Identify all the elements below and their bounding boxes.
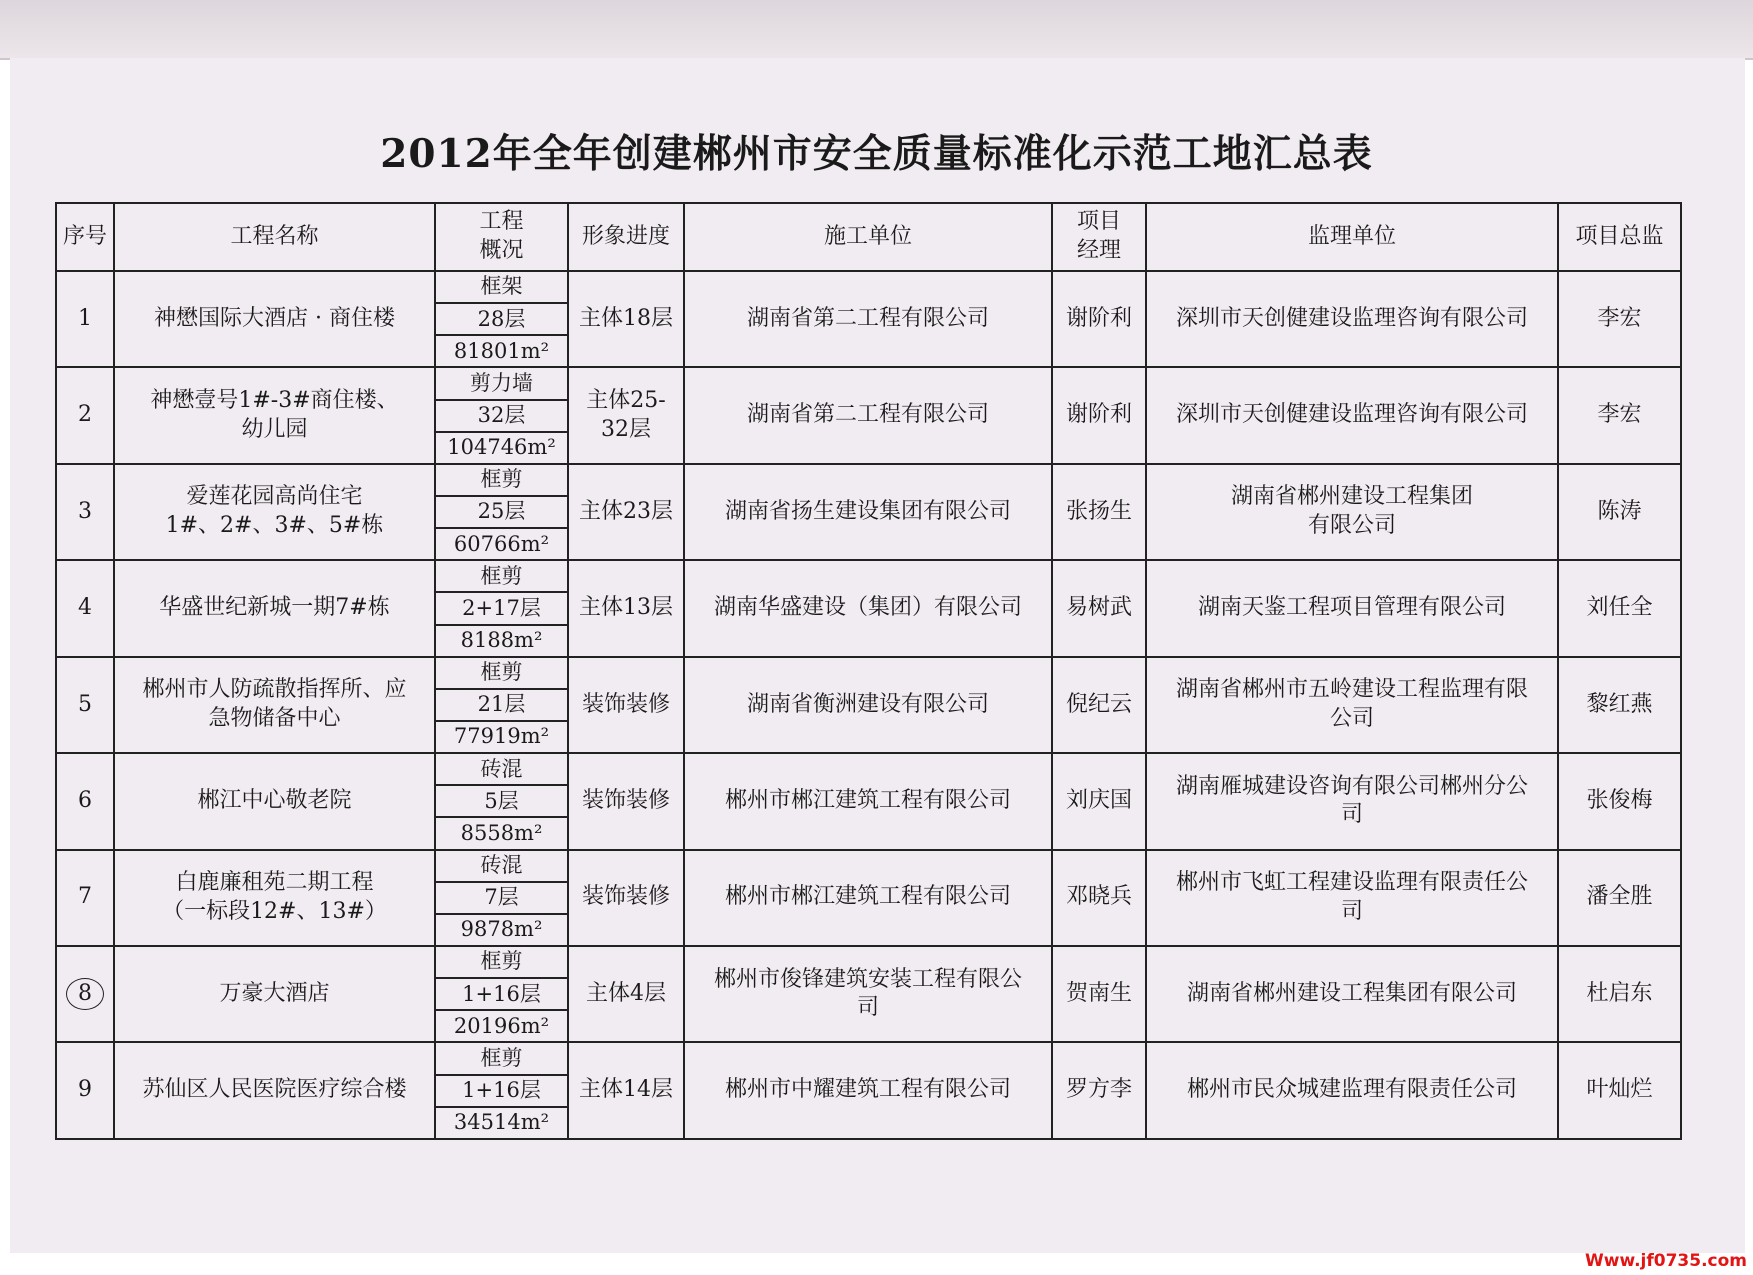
header-manager: 项目 经理 [1052, 203, 1146, 271]
cell-manager: 倪纪云 [1052, 657, 1146, 753]
cell-seq [56, 946, 114, 1042]
cell-structure: 框架 [435, 271, 568, 303]
cell-supervisor-unit: 郴州市民众城建监理有限责任公司 [1146, 1042, 1558, 1139]
table-row [56, 560, 1681, 592]
cell-chief-supervisor: 潘全胜 [1558, 850, 1681, 946]
cell-floors: 1+16层 [435, 978, 568, 1010]
cell-seq [56, 271, 114, 367]
cell-contractor: 郴州市俊锋建筑安装工程有限公 司 [684, 946, 1052, 1042]
cell-area: 9878m² [435, 914, 568, 946]
cell-seq [56, 753, 114, 849]
page-top-edge [0, 0, 1753, 60]
seq-number: 9 [78, 1077, 92, 1103]
cell-area: 60766m² [435, 528, 568, 560]
cell-area: 20196m² [435, 1010, 568, 1042]
table-row [56, 271, 1681, 303]
table-row [56, 657, 1681, 689]
cell-supervisor-unit: 深圳市天创健建设监理咨询有限公司 [1146, 367, 1558, 463]
seq-number: 8 [66, 978, 104, 1010]
seq-number: 1 [78, 305, 92, 331]
cell-project-name: 爱莲花园高尚住宅 1#、2#、3#、5#栋 [114, 464, 435, 560]
cell-structure: 框剪 [435, 657, 568, 689]
header-name: 工程名称 [114, 203, 435, 271]
cell-contractor: 湖南省扬生建设集团有限公司 [684, 464, 1052, 560]
cell-project-name: 神懋国际大酒店 · 商住楼 [114, 271, 435, 367]
cell-project-name: 华盛世纪新城一期7#栋 [114, 560, 435, 656]
cell-progress: 主体14层 [568, 1042, 684, 1139]
cell-area: 8188m² [435, 625, 568, 657]
cell-progress: 主体4层 [568, 946, 684, 1042]
cell-manager: 易树武 [1052, 560, 1146, 656]
cell-chief-supervisor: 张俊梅 [1558, 753, 1681, 849]
cell-seq [56, 560, 114, 656]
cell-progress: 装饰装修 [568, 850, 684, 946]
cell-supervisor-unit: 深圳市天创健建设监理咨询有限公司 [1146, 271, 1558, 367]
cell-seq [56, 367, 114, 463]
cell-project-name: 郴州市人防疏散指挥所、应 急物储备中心 [114, 657, 435, 753]
cell-floors: 32层 [435, 400, 568, 432]
seq-number: 2 [78, 402, 92, 428]
header-contractor: 施工单位 [684, 203, 1052, 271]
table-row [56, 850, 1681, 882]
cell-chief-supervisor: 刘任全 [1558, 560, 1681, 656]
cell-chief-supervisor: 黎红燕 [1558, 657, 1681, 753]
cell-floors: 28层 [435, 303, 568, 335]
summary-table [55, 202, 1682, 1140]
cell-chief-supervisor: 叶灿烂 [1558, 1042, 1681, 1139]
cell-contractor: 湖南华盛建设（集团）有限公司 [684, 560, 1052, 656]
cell-manager: 谢阶利 [1052, 271, 1146, 367]
table-row [56, 464, 1681, 496]
cell-structure: 框剪 [435, 946, 568, 978]
cell-progress: 装饰装修 [568, 657, 684, 753]
cell-area: 8558m² [435, 817, 568, 849]
cell-floors: 1+16层 [435, 1075, 568, 1107]
cell-manager: 张扬生 [1052, 464, 1146, 560]
cell-supervisor-unit: 湖南省郴州建设工程集团有限公司 [1146, 946, 1558, 1042]
table-row [56, 946, 1681, 978]
cell-contractor: 湖南省第二工程有限公司 [684, 367, 1052, 463]
cell-seq [56, 850, 114, 946]
page-title: 2012年全年创建郴州市安全质量标准化示范工地汇总表 [380, 131, 1373, 177]
seq-number: 4 [78, 595, 92, 621]
seq-number: 7 [78, 884, 92, 910]
cell-contractor: 湖南省衡洲建设有限公司 [684, 657, 1052, 753]
table-row [56, 753, 1681, 785]
header-supervisor-unit: 监理单位 [1146, 203, 1558, 271]
table-row [56, 1042, 1681, 1074]
cell-project-name: 郴江中心敬老院 [114, 753, 435, 849]
cell-progress: 装饰装修 [568, 753, 684, 849]
header-progress: 形象进度 [568, 203, 684, 271]
cell-supervisor-unit: 湖南省郴州市五岭建设工程监理有限 公司 [1146, 657, 1558, 753]
seq-number: 5 [78, 691, 92, 717]
cell-supervisor-unit: 湖南天鉴工程项目管理有限公司 [1146, 560, 1558, 656]
cell-contractor: 湖南省第二工程有限公司 [684, 271, 1052, 367]
cell-structure: 框剪 [435, 464, 568, 496]
cell-contractor: 郴州市中耀建筑工程有限公司 [684, 1042, 1052, 1139]
cell-chief-supervisor: 李宏 [1558, 271, 1681, 367]
cell-supervisor-unit: 湖南雁城建设咨询有限公司郴州分公 司 [1146, 753, 1558, 849]
cell-seq [56, 1042, 114, 1139]
cell-area: 34514m² [435, 1107, 568, 1139]
cell-supervisor-unit: 郴州市飞虹工程建设监理有限责任公 司 [1146, 850, 1558, 946]
header-row [56, 203, 1681, 271]
table-row [56, 367, 1681, 399]
cell-area: 81801m² [435, 335, 568, 367]
cell-manager: 刘庆国 [1052, 753, 1146, 849]
cell-project-name: 神懋壹号1#-3#商住楼、 幼儿园 [114, 367, 435, 463]
cell-progress: 主体18层 [568, 271, 684, 367]
cell-contractor: 郴州市郴江建筑工程有限公司 [684, 753, 1052, 849]
cell-floors: 21层 [435, 689, 568, 721]
cell-structure: 砖混 [435, 753, 568, 785]
cell-floors: 7层 [435, 882, 568, 914]
cell-project-name: 白鹿廉租苑二期工程 （一标段12#、13#） [114, 850, 435, 946]
cell-project-name: 苏仙区人民医院医疗综合楼 [114, 1042, 435, 1139]
header-seq: 序号 [56, 203, 114, 271]
cell-area: 104746m² [435, 432, 568, 464]
cell-chief-supervisor: 李宏 [1558, 367, 1681, 463]
cell-structure: 剪力墙 [435, 367, 568, 399]
cell-floors: 2+17层 [435, 592, 568, 624]
cell-manager: 罗方李 [1052, 1042, 1146, 1139]
cell-chief-supervisor: 杜启东 [1558, 946, 1681, 1042]
cell-contractor: 郴州市郴江建筑工程有限公司 [684, 850, 1052, 946]
cell-manager: 邓晓兵 [1052, 850, 1146, 946]
cell-project-name: 万豪大酒店 [114, 946, 435, 1042]
cell-floors: 5层 [435, 785, 568, 817]
cell-area: 77919m² [435, 721, 568, 753]
cell-progress: 主体23层 [568, 464, 684, 560]
cell-structure: 框剪 [435, 1042, 568, 1074]
header-chief-supervisor: 项目总监 [1558, 203, 1681, 271]
site-watermark: Www.jf0735.com [1585, 1251, 1747, 1271]
seq-number: 6 [78, 788, 92, 814]
cell-chief-supervisor: 陈涛 [1558, 464, 1681, 560]
cell-floors: 25层 [435, 496, 568, 528]
cell-structure: 框剪 [435, 560, 568, 592]
cell-manager: 贺南生 [1052, 946, 1146, 1042]
cell-seq [56, 657, 114, 753]
cell-structure: 砖混 [435, 850, 568, 882]
cell-progress: 主体25- 32层 [568, 367, 684, 463]
cell-seq [56, 464, 114, 560]
cell-supervisor-unit: 湖南省郴州建设工程集团 有限公司 [1146, 464, 1558, 560]
cell-progress: 主体13层 [568, 560, 684, 656]
seq-number: 3 [78, 498, 92, 524]
header-overview: 工程 概况 [435, 203, 568, 271]
cell-manager: 谢阶利 [1052, 367, 1146, 463]
